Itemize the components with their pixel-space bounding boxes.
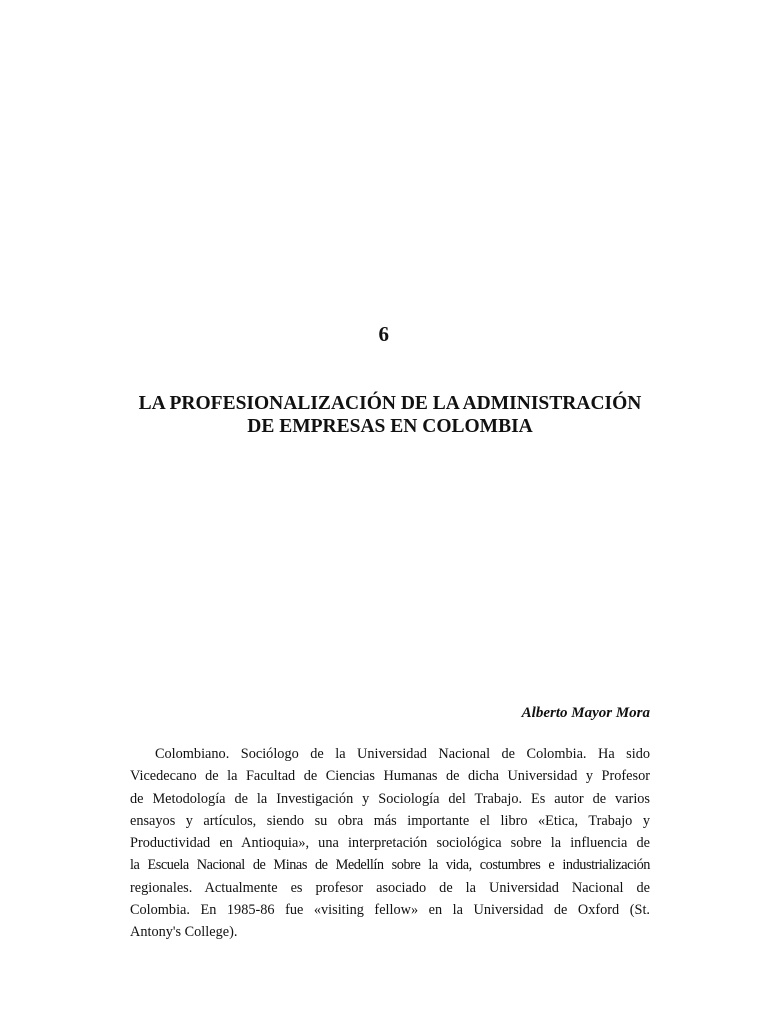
chapter-number: 6 [378, 322, 390, 346]
bio-line: Colombiano. Sociólogo de la Universidad Nacional de Colombia. Ha sido [155, 746, 650, 762]
chapter-title [100, 392, 680, 438]
bio-line: ensayos y artículos, siendo su obra más importante el libro «Etica, Trabajo y [130, 812, 650, 829]
bio-line: la Escuela Nacional de Minas de Medellín sobre la vida, costumbres e industrialización [130, 857, 650, 874]
bio-line: Colombia. En 1985-86 fue «visiting fellow» en la Universidad de Oxford (St. [130, 902, 650, 919]
bio-line: Productividad en Antioquia», una interpretación sociológica sobre la influencia de [130, 835, 650, 852]
bio-line: regionales. Actualmente es profesor asociado de la Universidad Nacional de [130, 879, 650, 896]
author-bio [130, 743, 650, 944]
chapter-title-line: DE EMPRESAS EN COLOMBIA [247, 416, 533, 437]
bio-line: Vicedecano de la Facultad de Ciencias Humanas de dicha Universidad y Profesor [130, 768, 650, 785]
chapter-title-line: LA PROFESIONALIZACIÓN DE LA ADMINISTRACIÓN [138, 393, 642, 414]
author-name: Alberto Mayor Mora [521, 705, 650, 721]
bio-line: de Metodología de la Investigación y Sociología del Trabajo. Es autor de varios [130, 790, 650, 807]
bio-line: Antony's College). [130, 924, 238, 941]
